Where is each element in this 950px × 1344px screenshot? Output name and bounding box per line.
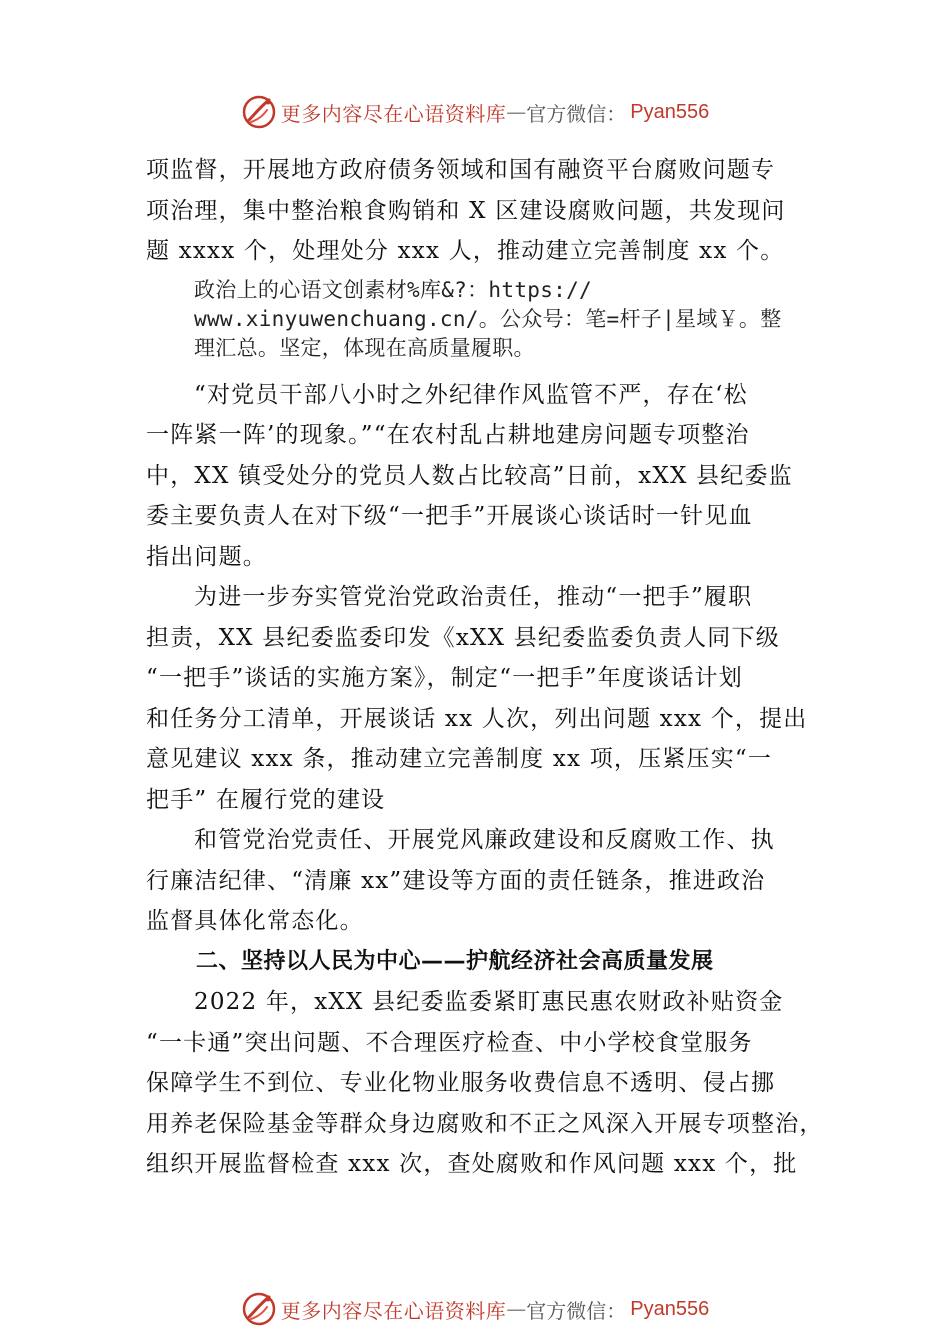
text-line: 题 xxxx 个，处理处分 xxx 人，推动建立完善制度 xx 个。 [146,238,785,264]
text-line: “一把手”谈话的实施方案》，制定“一把手”年度谈话计划 [146,665,743,691]
text-line: 项监督，开展地方政府债务领域和国有融资平台腐败问题专 [146,157,776,183]
paragraph-2 [146,375,826,578]
text-line: 把手” 在履行党的建设 [146,786,386,813]
text-line: 组织开展监督检查 xxx 次，查处腐败和作风问题 xxx 个，批 [146,1151,798,1177]
text-line: 指出问题。 [146,543,267,570]
text-line: 行廉洁纪律、“清廉 xx”建设等方面的责任链条，推进政治 [146,867,766,894]
text-line: 担责，XX 县纪委监委印发《xXX 县纪委监委负责人同下级 [146,624,780,651]
document-body [146,150,826,1185]
paragraph-5 [146,982,826,1185]
text-line: “对党员干部八小时之外纪律作风监管不严，存在‘松 [194,381,748,408]
text-line: 委主要负责人在对下级“一把手”开展谈心谈话时一针见血 [146,503,753,529]
promo-line: 理汇总。坚定，体现在高质量履职。 [194,335,535,360]
promo-line: 政治上的心语文创素材%库&?：https:// [194,277,592,302]
text-line: 意见建议 xxx 条，推动建立完善制度 xx 项，压紧压实“一 [146,746,773,772]
text-line: 用养老保险基金等群众身边腐败和不正之风深入开展专项整治， [146,1110,824,1137]
text-line: 一阵紧一阵’的现象。”“在农村乱占耕地建房问题专项整治 [146,422,750,448]
section-heading: 二、坚持以人民为中心——护航经济社会高质量发展 [196,948,714,974]
text-line: 监督具体化常态化。 [146,908,364,934]
watermark-wechat-label: 官方微信： [526,1298,627,1323]
paragraph-1 [146,150,826,272]
watermark-wechat-id: Pyan556 [630,100,710,123]
watermark-separator: — [506,1297,527,1321]
text-line: 和任务分工清单，开展谈话 xx 人次，列出问题 xxx 个，提出 [146,705,808,732]
text-line: 保障学生不到位、专业化物业服务收费信息不透明、侵占挪 [146,1070,776,1096]
paragraph-3 [146,577,826,820]
text-line: 中，XX 镇受处分的党员人数占比较高”日前，xXX 县纪委监 [146,462,793,489]
watermark-separator: — [506,100,527,124]
text-line: 为进一步夯实管党治党政治责任，推动“一把手”履职 [194,584,753,610]
header-watermark [0,92,950,132]
watermark-wechat-id: Pyan556 [630,1297,710,1320]
paragraph-4 [146,820,826,942]
footer-watermark [0,1289,950,1329]
text-line: 和管党治党责任、开展党风廉政建设和反腐败工作、执 [194,827,775,853]
watermark-brand-text: 更多内容尽在心语资料库 [280,101,507,126]
promo-line-url: www.xinyuwenchuang.cn/。公众号：笔=杆子|星域￥。整 [194,306,782,331]
brush-logo-icon [241,1291,277,1327]
text-line: 项治理，集中整治粮食购销和 X 区建设腐败问题，共发现问 [146,197,786,224]
brush-logo-icon [241,94,277,130]
promo-block [146,276,826,363]
text-line: “一卡通”突出问题、不合理医疗检查、中小学校食堂服务 [146,1029,753,1056]
text-line: 2022 年，xXX 县纪委监委紧盯惠民惠农财政补贴资金 [194,989,784,1015]
watermark-wechat-label: 官方微信： [526,101,627,126]
watermark-brand-text: 更多内容尽在心语资料库 [280,1298,507,1323]
